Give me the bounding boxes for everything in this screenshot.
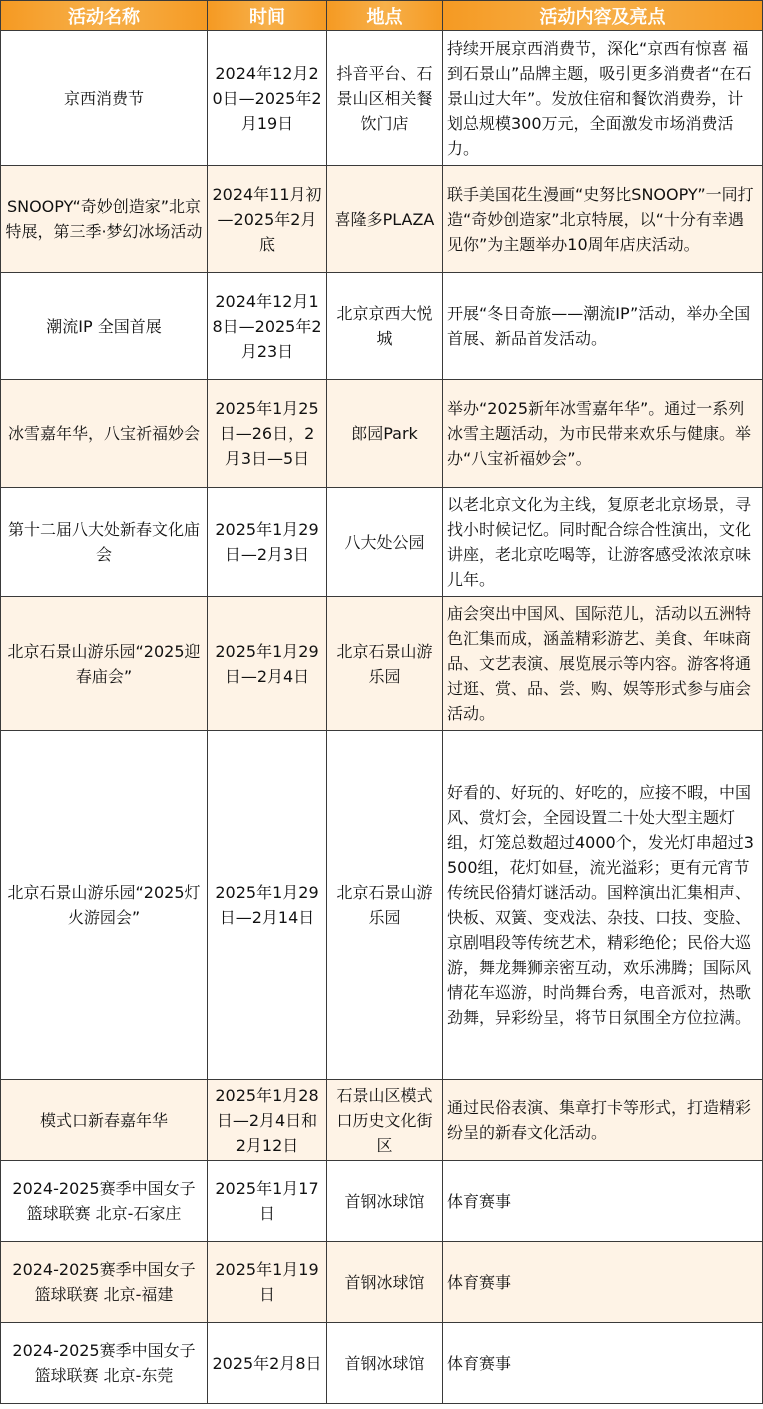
table-row	[1, 597, 763, 731]
event-place: 首钢冰球馆	[327, 1242, 443, 1323]
event-place: 首钢冰球馆	[327, 1161, 443, 1242]
event-name: 2024-2025赛季中国女子篮球联赛 北京-福建	[1, 1242, 208, 1323]
event-description: 庙会突出中国风、国际范儿，活动以五洲特色汇集而成，涵盖精彩游艺、美食、年味商品、文艺表演、展览展示等内容。游客将通过逛、赏、品、尝、购、娱等形式参与庙会活动。	[443, 597, 763, 731]
event-time: 2025年1月25日—26日，2月3日—5日	[208, 380, 327, 488]
event-time: 2025年1月17日	[208, 1161, 327, 1242]
event-place: 喜隆多PLAZA	[327, 166, 443, 273]
event-description: 联手美国花生漫画“史努比SNOOPY”一同打造“奇妙创造家”北京特展，以“十分有幸遇见你”为主题举办10周年店庆活动。	[443, 166, 763, 273]
event-time: 2025年1月29日—2月4日	[208, 597, 327, 731]
event-place: 北京京西大悦城	[327, 273, 443, 380]
event-description: 持续开展京西消费节，深化“京西有惊喜 福到石景山”品牌主题，吸引更多消费者“在石景山过大年”。发放住宿和餐饮消费券，计划总规模300万元，全面激发市场消费活力。	[443, 31, 763, 166]
event-place: 八大处公园	[327, 488, 443, 597]
event-description: 通过民俗表演、集章打卡等形式，打造精彩纷呈的新春文化活动。	[443, 1080, 763, 1161]
event-description: 体育赛事	[443, 1323, 763, 1404]
table-row	[1, 380, 763, 488]
event-time: 2024年12月20日—2025年2月19日	[208, 31, 327, 166]
table-row	[1, 488, 763, 597]
event-name: SNOOPY“奇妙创造家”北京特展，第三季·梦幻冰场活动	[1, 166, 208, 273]
event-description: 好看的、好玩的、好吃的，应接不暇，中国风、赏灯会，全园设置二十处大型主题灯组，灯笼总数超过4000个，发光灯串超过3500组，花灯如昼，流光溢彩；更有元宵节传统民俗猜灯谜活动。国粹演出汇集相声、快板、双簧、变戏法、杂技、口技、变脸、京剧唱段等传统艺术，精彩绝伦；民俗大巡游，舞龙舞狮亲密互动，欢乐沸腾；国际风情花车巡游，时尚舞台秀，电音派对，热歌劲舞，异彩纷呈，将节日氛围全方位拉满。	[443, 731, 763, 1080]
event-description: 体育赛事	[443, 1242, 763, 1323]
event-time: 2024年12月18日—2025年2月23日	[208, 273, 327, 380]
table-row	[1, 731, 763, 1080]
event-place: 抖音平台、石景山区相关餐饮门店	[327, 31, 443, 166]
column-header-time: 时间	[208, 1, 327, 31]
event-place: 北京石景山游乐园	[327, 731, 443, 1080]
table-row	[1, 1323, 763, 1404]
event-name: 模式口新春嘉年华	[1, 1080, 208, 1161]
event-place: 首钢冰球馆	[327, 1323, 443, 1404]
event-place: 北京石景山游乐园	[327, 597, 443, 731]
table-row	[1, 273, 763, 380]
table-row	[1, 1161, 763, 1242]
event-description: 举办“2025新年冰雪嘉年华”。通过一系列冰雪主题活动，为市民带来欢乐与健康。举办“八宝祈福妙会”。	[443, 380, 763, 488]
column-header-description: 活动内容及亮点	[443, 1, 763, 31]
column-header-place: 地点	[327, 1, 443, 31]
event-name: 潮流IP 全国首展	[1, 273, 208, 380]
event-place: 石景山区模式口历史文化街区	[327, 1080, 443, 1161]
column-header-name: 活动名称	[1, 1, 208, 31]
event-name: 北京石景山游乐园“2025迎春庙会”	[1, 597, 208, 731]
event-name: 2024-2025赛季中国女子篮球联赛 北京-石家庄	[1, 1161, 208, 1242]
event-name: 冰雪嘉年华，八宝祈福妙会	[1, 380, 208, 488]
table-row	[1, 1242, 763, 1323]
table-row	[1, 166, 763, 273]
table-row	[1, 1080, 763, 1161]
event-time: 2025年1月19日	[208, 1242, 327, 1323]
event-description: 体育赛事	[443, 1161, 763, 1242]
event-description: 以老北京文化为主线，复原老北京场景，寻找小时候记忆。同时配合综合性演出，文化讲座，老北京吃喝等，让游客感受浓浓京味儿年。	[443, 488, 763, 597]
event-time: 2025年1月29日—2月3日	[208, 488, 327, 597]
event-time: 2025年1月29日—2月14日	[208, 731, 327, 1080]
table-row	[1, 31, 763, 166]
table-header-row	[1, 1, 763, 31]
event-name: 北京石景山游乐园“2025灯火游园会”	[1, 731, 208, 1080]
event-name: 第十二届八大处新春文化庙会	[1, 488, 208, 597]
event-place: 郎园Park	[327, 380, 443, 488]
event-name: 京西消费节	[1, 31, 208, 166]
event-description: 开展“冬日奇旅——潮流IP”活动，举办全国首展、新品首发活动。	[443, 273, 763, 380]
event-name: 2024-2025赛季中国女子篮球联赛 北京-东莞	[1, 1323, 208, 1404]
event-time: 2025年2月8日	[208, 1323, 327, 1404]
event-time: 2024年11月初—2025年2月底	[208, 166, 327, 273]
event-time: 2025年1月28日—2月4日和2月12日	[208, 1080, 327, 1161]
